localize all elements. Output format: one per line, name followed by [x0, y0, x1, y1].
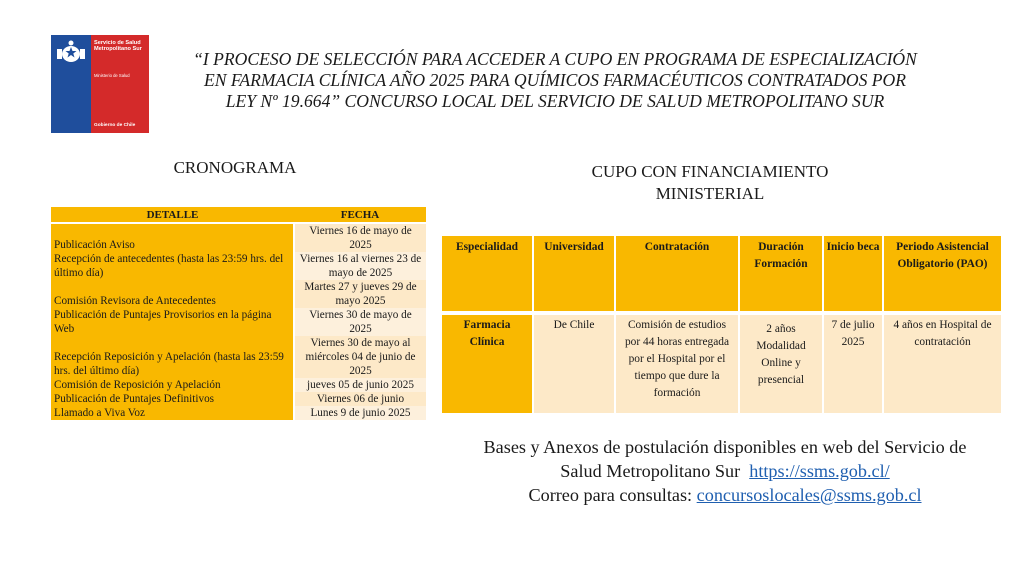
table-row: [51, 308, 426, 336]
schedule-fecha: Viernes 30 de mayo al miércoles 04 de junio de 2025: [294, 336, 426, 378]
logo-service-name: Servicio de Salud Metropolitano Sur: [94, 40, 142, 53]
schedule-fecha: Viernes 30 de mayo de 2025: [294, 308, 426, 336]
schedule-header-fecha: FECHA: [294, 207, 426, 223]
schedule-detalle: Comisión de Reposición y Apelación: [51, 378, 294, 392]
table-row: [51, 252, 426, 280]
table-row: [51, 378, 426, 392]
table-row: [51, 392, 426, 406]
table-row: [442, 313, 1001, 413]
cupo-header-inicio: Inicio beca: [823, 236, 883, 313]
logo-blue-panel: [51, 35, 91, 133]
cupo-inicio: 7 de julio 2025: [823, 313, 883, 413]
footer-bases-text: Bases y Anexos de postulación disponibles en web del Servicio de Salud Metropolitano Sur: [483, 437, 967, 481]
schedule-detalle: Recepción de antecedentes (hasta las 23:59 hrs. del último día): [51, 252, 294, 280]
cronograma-heading: CRONOGRAMA: [173, 158, 297, 177]
schedule-fecha: Martes 27 y jueves 29 de mayo 2025: [294, 280, 426, 308]
schedule-detalle: Publicación de Puntajes Definitivos: [51, 392, 294, 406]
table-row: [51, 406, 426, 420]
schedule-fecha: Lunes 9 de junio 2025: [294, 406, 426, 420]
schedule-header-detalle: DETALLE: [51, 207, 294, 223]
cupo-header-pao: Periodo Asistencial Obligatorio (PAO): [883, 236, 1001, 313]
footer-contact-label: Correo para consultas:: [528, 485, 693, 505]
schedule-detalle: Comisión Revisora de Antecedentes: [51, 280, 294, 308]
schedule-fecha: Viernes 06 de junio: [294, 392, 426, 406]
cupo-pao: 4 años en Hospital de contratación: [883, 313, 1001, 413]
logo-ministry: Ministerio de Salud: [94, 73, 130, 78]
cupo-contratacion: Comisión de estudios por 44 horas entregada por el Hospital por el tiempo que dure la formación: [615, 313, 739, 413]
cupo-header-universidad: Universidad: [533, 236, 615, 313]
ssms-website-link[interactable]: https://ssms.gob.cl/: [749, 461, 890, 481]
cupo-header-especialidad: Especialidad: [442, 236, 533, 313]
cupo-duracion: 2 años Modalidad Online y presencial: [739, 313, 823, 413]
schedule-detalle: Recepción Reposición y Apelación (hasta las 23:59 hrs. del último día): [51, 336, 294, 378]
schedule-detalle: Llamado a Viva Voz: [51, 406, 294, 420]
page-title: “I PROCESO DE SELECCIÓN PARA ACCEDER A CUPO EN PROGRAMA DE ESPECIALIZACIÓN EN FARMACIA CLÍNICA AÑO 2025 PARA QUÍMICOS FARMACÉUTICOS CONTRATADOS POR LEY Nº 19.664” CONCURSO LOCAL DEL SERVICIO DE SALUD METROPOLITANO SUR: [193, 49, 917, 111]
cupo-especialidad: Farmacia Clínica: [442, 313, 533, 413]
cupo-header-contratacion: Contratación: [615, 236, 739, 313]
table-row: [51, 280, 426, 308]
schedule-fecha: Viernes 16 de mayo de 2025: [294, 223, 426, 252]
schedule-detalle: Publicación Aviso: [51, 223, 294, 252]
schedule-detalle: Publicación de Puntajes Provisorios en la página Web: [51, 308, 294, 336]
table-row: [51, 336, 426, 378]
footer-info: [480, 435, 970, 507]
schedule-fecha: Viernes 16 al viernes 23 de mayo de 2025: [294, 252, 426, 280]
cupo-heading: CUPO CON FINANCIAMIENTO MINISTERIAL: [591, 162, 829, 203]
schedule-table: [51, 207, 426, 420]
logo-government: Gobierno de Chile: [94, 122, 136, 128]
table-row: [51, 223, 426, 252]
cupo-universidad: De Chile: [533, 313, 615, 413]
schedule-fecha: jueves 05 de junio 2025: [294, 378, 426, 392]
cupo-header-duracion: Duración Formación: [739, 236, 823, 313]
cupo-table: [442, 236, 1001, 413]
logo: [51, 35, 149, 133]
logo-red-panel: [91, 35, 149, 133]
contact-email-link[interactable]: concursoslocales@ssms.gob.cl: [696, 485, 922, 505]
coat-of-arms-icon: [54, 39, 88, 65]
